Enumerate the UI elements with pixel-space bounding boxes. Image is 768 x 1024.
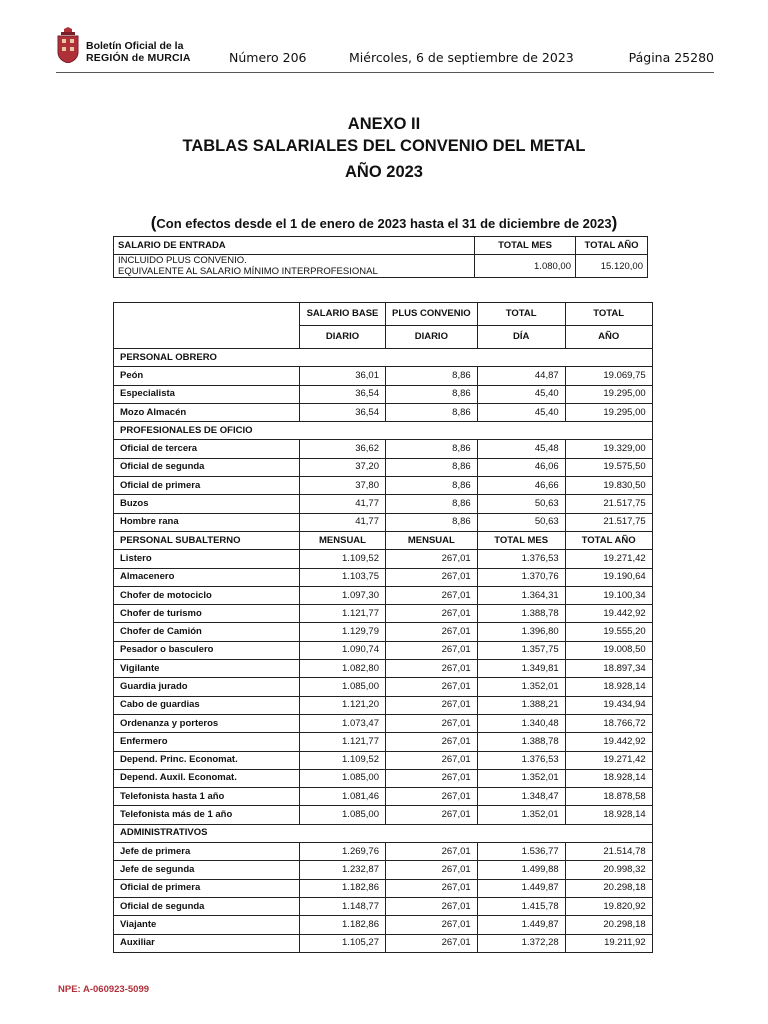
- salary-value: 1.109,52: [300, 550, 386, 568]
- salary-value: 267,01: [386, 714, 478, 732]
- section-spacer-cell: [300, 422, 386, 440]
- section-spacer-cell: [565, 824, 652, 842]
- section-spacer-cell: [386, 422, 478, 440]
- salary-value: 19.271,42: [565, 550, 652, 568]
- category-name: Telefonista más de 1 año: [114, 806, 300, 824]
- table-row: [114, 714, 653, 732]
- salary-value: 1.348,47: [477, 788, 565, 806]
- salary-value: 267,01: [386, 806, 478, 824]
- salary-value: 1.082,80: [300, 660, 386, 678]
- section-column-header: TOTAL MES: [477, 531, 565, 549]
- table-header-blank: [114, 303, 300, 349]
- table-row: [114, 385, 653, 403]
- salary-value: 1.415,78: [477, 897, 565, 915]
- table-row: [114, 769, 653, 787]
- salary-value: 19.830,50: [565, 477, 652, 495]
- salary-value: 46,06: [477, 458, 565, 476]
- salary-value: 18.928,14: [565, 769, 652, 787]
- salary-value: 19.434,94: [565, 696, 652, 714]
- salary-value: 267,01: [386, 751, 478, 769]
- salary-value: 267,01: [386, 550, 478, 568]
- salary-value: 1.370,76: [477, 568, 565, 586]
- salary-value: 267,01: [386, 623, 478, 641]
- salary-value: 19.211,92: [565, 934, 652, 952]
- category-name: Listero: [114, 550, 300, 568]
- salary-value: 267,01: [386, 641, 478, 659]
- salary-value: 19.008,50: [565, 641, 652, 659]
- salary-value: 267,01: [386, 696, 478, 714]
- salary-value: 19.295,00: [565, 385, 652, 403]
- salary-value: 267,01: [386, 769, 478, 787]
- page-number: Página 25280: [628, 50, 714, 65]
- category-name: Oficial de tercera: [114, 440, 300, 458]
- salary-value: 20.298,18: [565, 879, 652, 897]
- section-title: ADMINISTRATIVOS: [114, 824, 300, 842]
- salary-value: 1.269,76: [300, 843, 386, 861]
- salary-value: 1.352,01: [477, 769, 565, 787]
- section-spacer-cell: [477, 349, 565, 367]
- salary-value: 19.575,50: [565, 458, 652, 476]
- salary-value: 1.085,00: [300, 806, 386, 824]
- salary-value: 1.388,78: [477, 733, 565, 751]
- effects-text: Con efectos desde el 1 de enero de 2023 hasta el 31 de diciembre de 2023: [156, 216, 612, 231]
- category-name: Cabo de guardias: [114, 696, 300, 714]
- salary-value: 1.376,53: [477, 751, 565, 769]
- category-name: Almacenero: [114, 568, 300, 586]
- header-divider: [56, 72, 714, 73]
- table-row: [114, 806, 653, 824]
- salary-value: 267,01: [386, 861, 478, 879]
- category-name: Buzos: [114, 495, 300, 513]
- section-spacer-cell: [477, 824, 565, 842]
- salary-value: 45,40: [477, 385, 565, 403]
- salary-value: 1.364,31: [477, 586, 565, 604]
- table-row: [114, 586, 653, 604]
- col-header-bottom: AÑO: [565, 326, 652, 349]
- table-row: [114, 934, 653, 952]
- col-header-top: SALARIO BASE: [300, 303, 386, 326]
- salary-value: 19.820,92: [565, 897, 652, 915]
- salary-value: 36,54: [300, 385, 386, 403]
- salary-value: 1.121,77: [300, 733, 386, 751]
- salary-value: 21.517,75: [565, 513, 652, 531]
- publication-name: [86, 40, 191, 64]
- salary-value: 1.449,87: [477, 916, 565, 934]
- col-header-bottom: DIARIO: [300, 326, 386, 349]
- salary-value: 1.449,87: [477, 879, 565, 897]
- salary-value: 267,01: [386, 916, 478, 934]
- salary-value: 267,01: [386, 660, 478, 678]
- table-row: [114, 495, 653, 513]
- npe-reference: NPE: A-060923-5099: [58, 984, 150, 995]
- salary-value: 50,63: [477, 495, 565, 513]
- salary-value: 8,86: [386, 403, 478, 421]
- salary-value: 18.897,34: [565, 660, 652, 678]
- salary-value: 267,01: [386, 605, 478, 623]
- category-name: Auxiliar: [114, 934, 300, 952]
- section-header-row: [114, 824, 653, 842]
- salary-value: 19.100,34: [565, 586, 652, 604]
- salary-value: 1.182,86: [300, 916, 386, 934]
- section-column-header: TOTAL AÑO: [565, 531, 652, 549]
- salary-value: 1.388,21: [477, 696, 565, 714]
- section-spacer-cell: [565, 349, 652, 367]
- entry-desc-line-2: EQUIVALENTE AL SALARIO MÍNIMO INTERPROFESIONAL: [118, 266, 378, 277]
- salary-value: 8,86: [386, 477, 478, 495]
- salary-value: 19.190,64: [565, 568, 652, 586]
- issue-date: Miércoles, 6 de septiembre de 2023: [349, 50, 574, 65]
- col-header-top: TOTAL: [477, 303, 565, 326]
- document-year: AÑO 2023: [345, 163, 423, 181]
- salary-value: 19.442,92: [565, 733, 652, 751]
- salary-value: 21.517,75: [565, 495, 652, 513]
- salary-value: 1.388,78: [477, 605, 565, 623]
- category-name: Chofer de Camión: [114, 623, 300, 641]
- effects-note: (Con efectos desde el 1 de enero de 2023 hasta el 31 de diciembre de 2023): [150, 213, 618, 232]
- table-row: [114, 843, 653, 861]
- salary-value: 1.232,87: [300, 861, 386, 879]
- category-name: Oficial de primera: [114, 879, 300, 897]
- salary-value: 44,87: [477, 367, 565, 385]
- salary-value: 1.352,01: [477, 806, 565, 824]
- salary-value: 46,66: [477, 477, 565, 495]
- issue-number: Número 206: [229, 50, 307, 65]
- salary-value: 1.121,20: [300, 696, 386, 714]
- salary-value: 41,77: [300, 513, 386, 531]
- category-name: Vigilante: [114, 660, 300, 678]
- category-name: Ordenanza y porteros: [114, 714, 300, 732]
- category-name: Jefe de segunda: [114, 861, 300, 879]
- table-row: [114, 678, 653, 696]
- salary-value: 1.396,80: [477, 623, 565, 641]
- section-title: PERSONAL OBRERO: [114, 349, 300, 367]
- table-row: [114, 477, 653, 495]
- salary-value: 18.928,14: [565, 806, 652, 824]
- salary-value: 267,01: [386, 843, 478, 861]
- section-title: PROFESIONALES DE OFICIO: [114, 422, 300, 440]
- salary-value: 19.271,42: [565, 751, 652, 769]
- category-name: Hombre rana: [114, 513, 300, 531]
- salary-table: [113, 302, 653, 953]
- salary-value: 18.878,58: [565, 788, 652, 806]
- annex-title: ANEXO II: [347, 115, 421, 133]
- salary-value: 19.555,20: [565, 623, 652, 641]
- col-header-top: TOTAL: [565, 303, 652, 326]
- salary-value: 8,86: [386, 385, 478, 403]
- salary-value: 36,54: [300, 403, 386, 421]
- entry-salary-table: [113, 236, 648, 278]
- salary-value: 1.109,52: [300, 751, 386, 769]
- salary-value: 1.340,48: [477, 714, 565, 732]
- section-spacer-cell: [386, 349, 478, 367]
- salary-value: 19.329,00: [565, 440, 652, 458]
- salary-value: 267,01: [386, 586, 478, 604]
- salary-value: 1.499,88: [477, 861, 565, 879]
- category-name: Depend. Princ. Economat.: [114, 751, 300, 769]
- salary-value: 8,86: [386, 495, 478, 513]
- salary-value: 21.514,78: [565, 843, 652, 861]
- category-name: Depend. Auxil. Economat.: [114, 769, 300, 787]
- salary-value: 1.372,28: [477, 934, 565, 952]
- entry-total-anio: 15.120,00: [576, 255, 648, 278]
- category-name: Pesador o basculero: [114, 641, 300, 659]
- entry-total-mes: 1.080,00: [475, 255, 576, 278]
- salary-value: 19.295,00: [565, 403, 652, 421]
- salary-value: 36,01: [300, 367, 386, 385]
- table-row: [114, 897, 653, 915]
- table-row: [114, 879, 653, 897]
- section-title: PERSONAL SUBALTERNO: [114, 531, 300, 549]
- table-row: [114, 623, 653, 641]
- salary-value: 19.069,75: [565, 367, 652, 385]
- col-header-bottom: DÍA: [477, 326, 565, 349]
- table-row: [114, 403, 653, 421]
- region-coat-of-arms-icon: [56, 27, 80, 63]
- salary-value: 267,01: [386, 733, 478, 751]
- section-column-header: MENSUAL: [386, 531, 478, 549]
- category-name: Chofer de turismo: [114, 605, 300, 623]
- salary-value: 1.349,81: [477, 660, 565, 678]
- entry-col-total-mes: TOTAL MES: [475, 237, 576, 255]
- salary-value: 1.090,74: [300, 641, 386, 659]
- table-row: [114, 788, 653, 806]
- publication-line-2: REGIÓN de MURCIA: [86, 52, 191, 64]
- salary-value: 1.357,75: [477, 641, 565, 659]
- category-name: Mozo Almacén: [114, 403, 300, 421]
- table-row: [114, 568, 653, 586]
- table-row: [114, 751, 653, 769]
- table-row: [114, 367, 653, 385]
- salary-value: 18.928,14: [565, 678, 652, 696]
- category-name: Chofer de motociclo: [114, 586, 300, 604]
- publication-line-1: Boletín Oficial de la: [86, 40, 184, 52]
- salary-value: 8,86: [386, 367, 478, 385]
- section-spacer-cell: [477, 422, 565, 440]
- table-row: [114, 696, 653, 714]
- salary-value: 1.085,00: [300, 769, 386, 787]
- section-spacer-cell: [386, 824, 478, 842]
- entry-desc-line-1: INCLUIDO PLUS CONVENIO.: [118, 255, 247, 266]
- salary-value: 1.536,77: [477, 843, 565, 861]
- salary-value: 1.081,46: [300, 788, 386, 806]
- section-column-header: MENSUAL: [300, 531, 386, 549]
- category-name: Peón: [114, 367, 300, 385]
- salary-value: 1.097,30: [300, 586, 386, 604]
- salary-value: 8,86: [386, 458, 478, 476]
- table-row: [114, 458, 653, 476]
- table-row: [114, 440, 653, 458]
- salary-value: 1.073,47: [300, 714, 386, 732]
- category-name: Oficial de primera: [114, 477, 300, 495]
- section-header-row: [114, 349, 653, 367]
- salary-value: 267,01: [386, 678, 478, 696]
- salary-value: 267,01: [386, 568, 478, 586]
- salary-value: 20.998,32: [565, 861, 652, 879]
- document-subtitle: TABLAS SALARIALES DEL CONVENIO DEL METAL: [182, 137, 586, 155]
- col-header-top: PLUS CONVENIO: [386, 303, 478, 326]
- section-header-row: [114, 531, 653, 549]
- salary-value: 1.352,01: [477, 678, 565, 696]
- table-row: [114, 916, 653, 934]
- entry-label: SALARIO DE ENTRADA: [114, 237, 475, 255]
- category-name: Viajante: [114, 916, 300, 934]
- salary-value: 45,48: [477, 440, 565, 458]
- salary-value: 267,01: [386, 788, 478, 806]
- salary-value: 267,01: [386, 897, 478, 915]
- salary-value: 267,01: [386, 934, 478, 952]
- category-name: Enfermero: [114, 733, 300, 751]
- salary-value: 19.442,92: [565, 605, 652, 623]
- section-spacer-cell: [300, 824, 386, 842]
- category-name: Jefe de primera: [114, 843, 300, 861]
- table-row: [114, 733, 653, 751]
- salary-value: 18.766,72: [565, 714, 652, 732]
- salary-value: 8,86: [386, 513, 478, 531]
- category-name: Telefonista hasta 1 año: [114, 788, 300, 806]
- salary-value: 1.182,86: [300, 879, 386, 897]
- category-name: Oficial de segunda: [114, 458, 300, 476]
- table-row: [114, 861, 653, 879]
- salary-value: 1.105,27: [300, 934, 386, 952]
- category-name: Guardia jurado: [114, 678, 300, 696]
- salary-value: 50,63: [477, 513, 565, 531]
- salary-value: 1.129,79: [300, 623, 386, 641]
- salary-value: 41,77: [300, 495, 386, 513]
- entry-col-total-anio: TOTAL AÑO: [576, 237, 648, 255]
- table-row: [114, 513, 653, 531]
- salary-value: 1.376,53: [477, 550, 565, 568]
- salary-value: 8,86: [386, 440, 478, 458]
- category-name: Oficial de segunda: [114, 897, 300, 915]
- salary-value: 1.103,75: [300, 568, 386, 586]
- category-name: Especialista: [114, 385, 300, 403]
- table-row: [114, 660, 653, 678]
- salary-value: 1.148,77: [300, 897, 386, 915]
- col-header-bottom: DIARIO: [386, 326, 478, 349]
- salary-value: 1.121,77: [300, 605, 386, 623]
- salary-value: 267,01: [386, 879, 478, 897]
- salary-value: 37,80: [300, 477, 386, 495]
- section-spacer-cell: [565, 422, 652, 440]
- salary-value: 1.085,00: [300, 678, 386, 696]
- table-row: [114, 641, 653, 659]
- salary-value: 37,20: [300, 458, 386, 476]
- table-row: [114, 550, 653, 568]
- salary-value: 20.298,18: [565, 916, 652, 934]
- section-header-row: [114, 422, 653, 440]
- table-row: [114, 605, 653, 623]
- section-spacer-cell: [300, 349, 386, 367]
- salary-value: 36,62: [300, 440, 386, 458]
- entry-description: [114, 255, 475, 278]
- salary-value: 45,40: [477, 403, 565, 421]
